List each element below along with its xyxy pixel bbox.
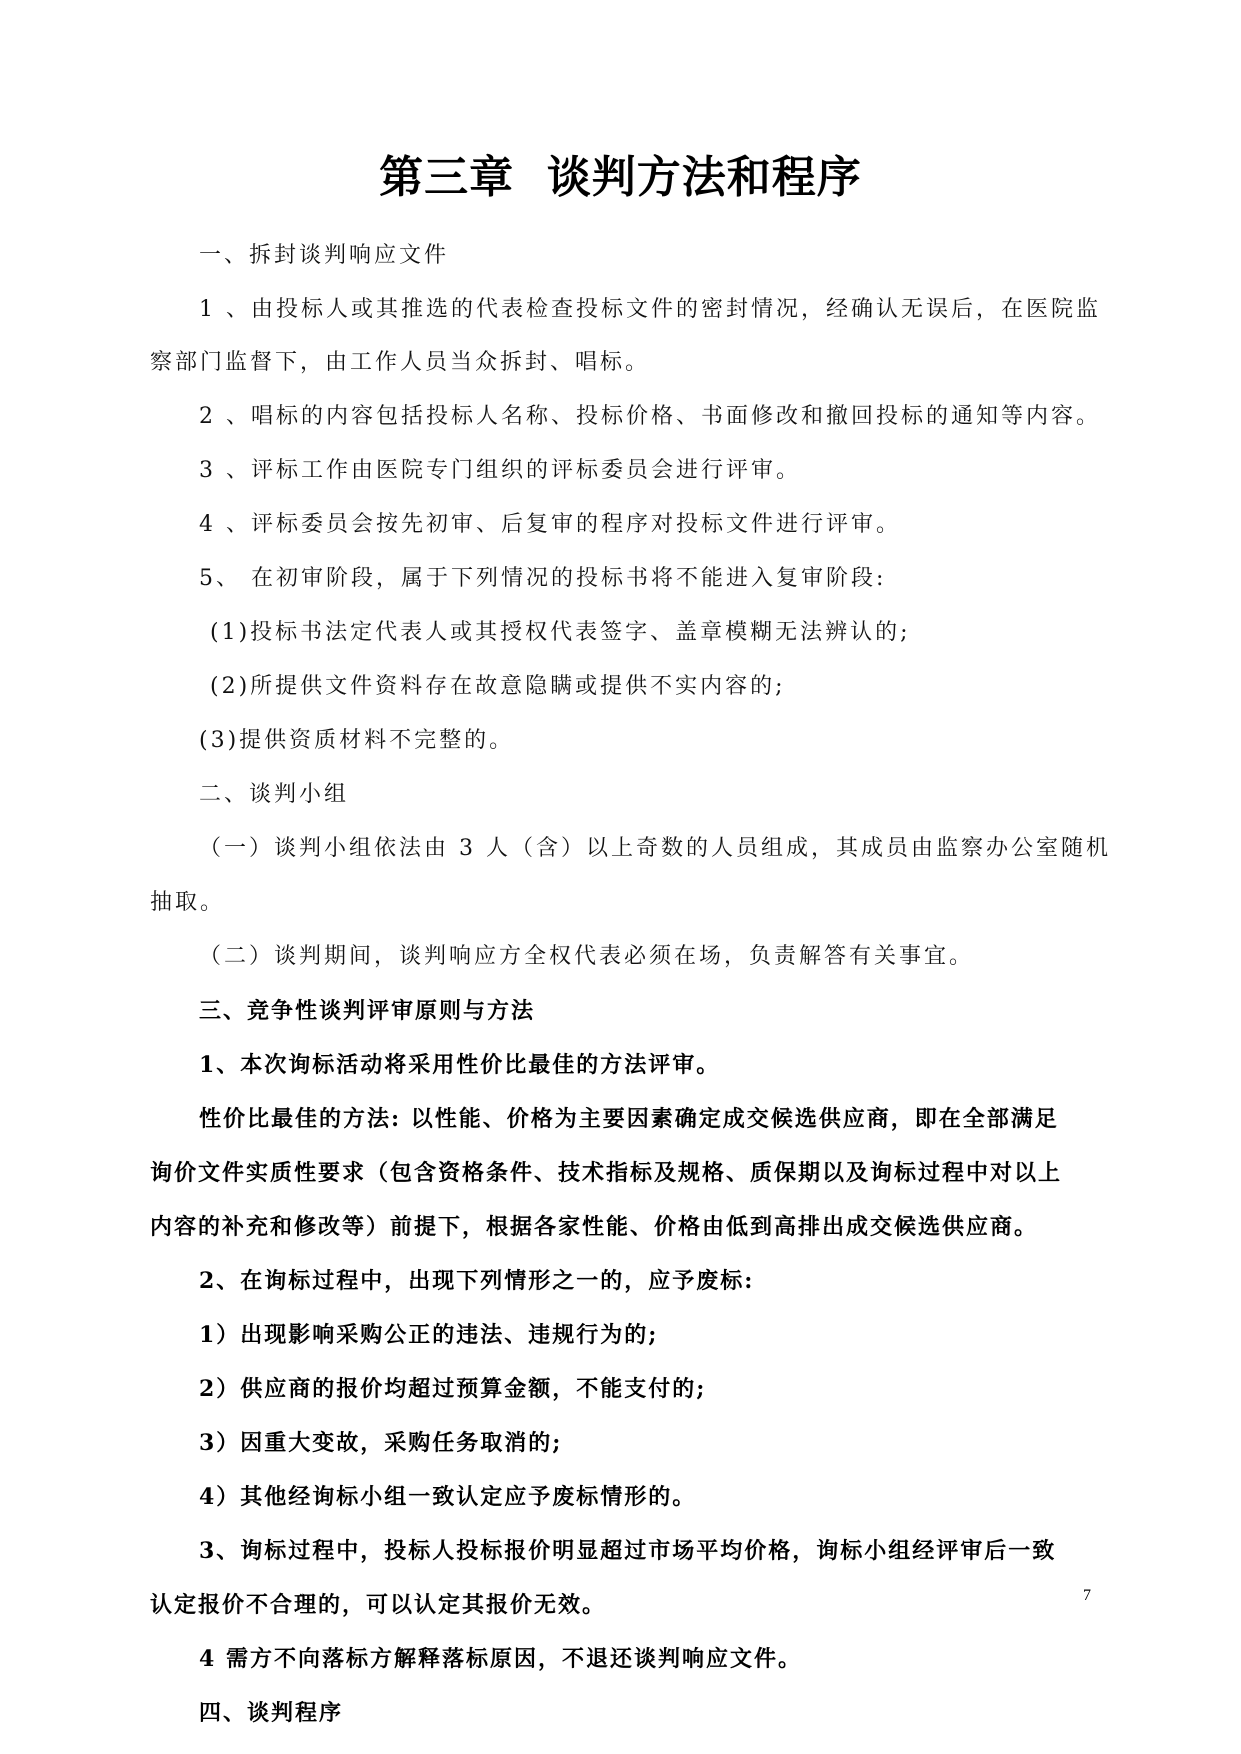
- body-line: 询价文件实质性要求（包含资格条件、技术指标及规格、质保期以及询标过程中对以上: [150, 1160, 1063, 1186]
- body-line: 5、 在初审阶段，属于下列情况的投标书将不能进入复审阶段:: [199, 566, 887, 591]
- list-item: 2）供应商的报价均超过预算金额，不能支付的;: [199, 1376, 707, 1402]
- body-line: 内容的补充和修改等）前提下，根据各家性能、价格由低到高排出成交候选供应商。: [150, 1214, 1039, 1240]
- body-line: 1、本次询标活动将采用性价比最佳的方法评审。: [199, 1052, 721, 1078]
- section-heading: 二、谈判小组: [199, 782, 350, 807]
- page-number: 7: [1083, 1587, 1091, 1604]
- body-line: 2 、唱标的内容包括投标人名称、投标价格、书面修改和撤回投标的通知等内容。: [199, 404, 1101, 429]
- body-line: 1 、由投标人或其推选的代表检查投标文件的密封情况，经确认无误后，在医院监: [199, 297, 1101, 322]
- body-line: （一）谈判小组依法由 3 人（含）以上奇数的人员组成，其成员由监察办公室随机: [199, 836, 1111, 861]
- list-item: 3）因重大变故，采购任务取消的;: [199, 1430, 563, 1456]
- list-item: (2)所提供文件资料存在故意隐瞒或提供不实内容的;: [210, 674, 786, 699]
- list-item: (3)提供资质材料不完整的。: [199, 728, 515, 753]
- section-heading: 一、拆封谈判响应文件: [199, 243, 450, 268]
- list-item: 4）其他经询标小组一致认定应予废标情形的。: [199, 1484, 697, 1510]
- body-line: 察部门监督下，由工作人员当众拆封、唱标。: [150, 350, 651, 375]
- body-line: 2、在询标过程中，出现下列情形之一的，应予废标:: [199, 1268, 755, 1294]
- section-heading: 三、竞争性谈判评审原则与方法: [199, 998, 536, 1024]
- body-line: 4 、评标委员会按先初审、后复审的程序对投标文件进行评审。: [199, 512, 901, 537]
- body-line: 3 、评标工作由医院专门组织的评标委员会进行评审。: [199, 458, 801, 483]
- body-line: 4 需方不向落标方解释落标原因，不退还谈判响应文件。: [199, 1646, 802, 1672]
- page-title: 第三章 谈判方法和程序: [379, 152, 862, 203]
- section-heading: 四、谈判程序: [199, 1700, 344, 1726]
- body-line: 3、询标过程中，投标人投标报价明显超过市场平均价格，询标小组经评审后一致: [199, 1538, 1057, 1564]
- list-item: 1）出现影响采购公正的违法、违规行为的;: [199, 1322, 659, 1348]
- body-line: （二）谈判期间，谈判响应方全权代表必须在场，负责解答有关事宜。: [199, 944, 975, 969]
- list-item: (1)投标书法定代表人或其授权代表签字、盖章模糊无法辨认的;: [210, 620, 911, 645]
- body-line: 抽取。: [150, 890, 226, 915]
- body-line: 性价比最佳的方法: 以性能、价格为主要因素确定成交候选供应商，即在全部满足: [199, 1106, 1059, 1132]
- body-line: 认定报价不合理的，可以认定其报价无效。: [150, 1592, 607, 1618]
